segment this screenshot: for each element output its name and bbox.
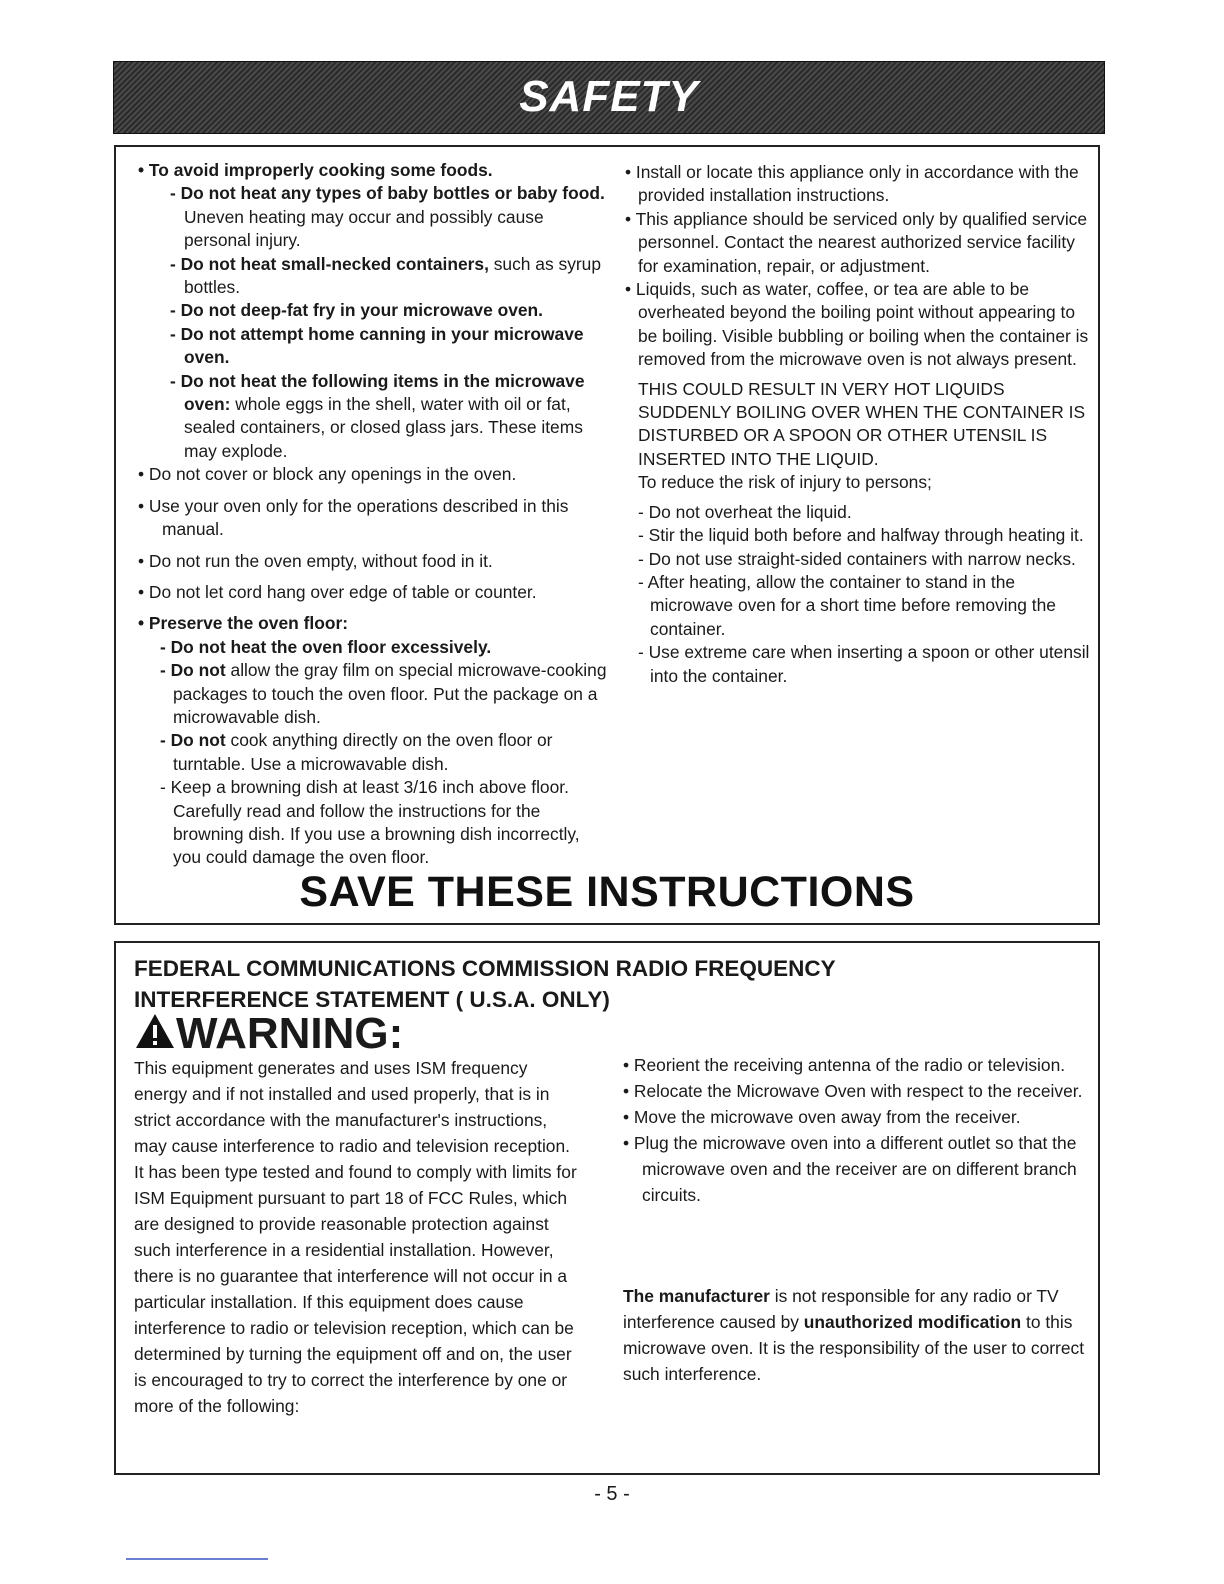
safety-banner — [113, 61, 1105, 134]
list-item — [616, 641, 1096, 688]
list-item-text: - Keep a browning dish at least 3/16 inch above floor. Carefully read and follow the instructions for the browning dish. If you use a browning dish incorrectly, you could damage the oven floor. — [160, 777, 580, 868]
list-item — [616, 278, 1096, 372]
manufacturer-bold: The manufacturer — [623, 1286, 770, 1306]
fcc-bullet-item: • Move the microwave oven away from the receiver. — [623, 1107, 1021, 1127]
list-item — [138, 463, 608, 486]
list-item — [616, 471, 1096, 494]
list-item — [616, 571, 1096, 641]
list-item-bold: • To avoid improperly cooking some foods. — [138, 160, 493, 180]
warning-triangle-icon — [134, 1012, 176, 1050]
list-item-text: • Do not let cord hang over edge of table or counter. — [138, 581, 537, 602]
list-item-text: THIS COULD RESULT IN VERY HOT LIQUIDS SUDDENLY BOILING OVER WHEN THE CONTAINER IS DISTURBED OR A SPOON OR OTHER UTENSIL IS INSERTED INTO THE LIQUID. — [638, 378, 1086, 469]
list-item-text: - Stir the liquid both before and halfway through heating it. — [638, 525, 1084, 546]
list-item-bold: - Do not heat the following items in the microwave oven: — [170, 370, 585, 415]
list-item — [616, 378, 1096, 472]
list-item — [138, 253, 608, 300]
list-item-text: - Use extreme care when inserting a spoon or other utensil into the container. — [638, 642, 1090, 686]
fcc-bullet-item: • Reorient the receiving antenna of the radio or television. — [623, 1055, 1066, 1075]
list-item-text: Uneven heating may occur and possibly cause personal injury. — [184, 206, 544, 251]
fcc-left-paragraph: This equipment generates and uses ISM frequency energy and if not installed and used properly, that is in strict accordance with the manufacturer's instructions, may cause interference to radio and television reception. It has been type tested and found to comply with limits for ISM Equipment pursuant to part 18 of FCC Rules, which are designed to provide reasonable protection against such interference in a residential installation. However, there is no guarantee that interference will not occur in a particular installation. If this equipment does cause interference to radio or television reception, which can be determined by turning the equipment off and on, the user is encouraged to try to correct the interference by one or more of the following: — [134, 1058, 577, 1416]
list-item — [138, 323, 608, 370]
save-instructions-heading: SAVE THESE INSTRUCTIONS — [299, 868, 915, 916]
list-item — [616, 161, 1096, 208]
fcc-bullet-item: • Relocate the Microwave Oven with respect to the receiver. — [623, 1081, 1083, 1101]
fcc-title — [134, 953, 836, 1015]
manufacturer-text-2: to this microwave oven. It is the responsibility of the user to correct such interference. — [623, 1312, 1085, 1384]
banner-title: SAFETY — [519, 72, 699, 121]
list-item — [138, 159, 608, 182]
list-item-bold: - Do not — [160, 730, 226, 751]
fcc-statement-box — [114, 941, 1100, 1475]
list-item-text: • Install or locate this appliance only in accordance with the provided installation instructions. — [625, 162, 1079, 206]
list-item — [138, 636, 608, 659]
list-item-text: • Use your oven only for the operations described in this manual. — [138, 495, 569, 540]
list-item-text: - After heating, allow the container to stand in the microwave oven for a short time before removing the container. — [638, 571, 1056, 639]
list-item-text: • This appliance should be serviced only by qualified service personnel. Contact the nearest authorized service facility for examination, repair, or adjustment. — [625, 208, 1088, 276]
list-item — [138, 776, 608, 870]
list-item — [138, 729, 608, 776]
list-item-text: cook anything directly on the oven floor or turntable. Use a microwavable dish. — [173, 730, 553, 774]
list-item-text: such as syrup bottles. — [184, 253, 602, 298]
fcc-bullet-list — [616, 1052, 1086, 1208]
list-item — [138, 659, 608, 729]
fcc-title-line-2: INTERFERENCE STATEMENT ( U.S.A. ONLY) — [134, 987, 610, 1012]
list-item-text: - Do not use straight-sided containers with narrow necks. — [638, 548, 1076, 569]
list-item — [616, 501, 1096, 524]
list-item-bold: - Do not attempt home canning in your microwave oven. — [170, 323, 584, 368]
safety-instructions-box — [114, 145, 1100, 925]
list-item — [616, 208, 1096, 278]
list-item-bold: - Do not deep-fat fry in your microwave oven. — [170, 300, 543, 321]
fcc-title-line-1: FEDERAL COMMUNICATIONS COMMISSION RADIO FREQUENCY — [134, 956, 836, 981]
manufacturer-text-1: is not responsible for any radio or TV interference caused by — [623, 1286, 1059, 1332]
warning-label: WARNING: — [176, 1009, 404, 1058]
list-item-bold: • Preserve the oven floor: — [138, 613, 349, 634]
list-item — [138, 581, 608, 604]
list-item-text: • Do not run the oven empty, without food in it. — [138, 550, 493, 571]
list-item — [138, 612, 608, 635]
list-item — [616, 524, 1096, 547]
list-item — [138, 370, 608, 464]
list-item-text: To reduce the risk of injury to persons; — [638, 472, 932, 493]
list-item-text: - Do not overheat the liquid. — [638, 501, 852, 522]
safety-right-column — [616, 161, 1096, 688]
unauthorized-modification-bold: unauthorized modification — [803, 1312, 1022, 1332]
footer-rule — [126, 1558, 268, 1560]
list-item — [138, 495, 608, 542]
list-item-bold: - Do not heat small-necked containers, — [170, 253, 489, 274]
manufacturer-disclaimer — [623, 1283, 1093, 1387]
list-item-bold: - Do not heat the oven floor excessively. — [160, 636, 492, 657]
page-number: - 5 - — [594, 1483, 630, 1505]
fcc-bullet-item: • Plug the microwave oven into a different outlet so that the microwave oven and the receiver are on different branch circuits. — [623, 1133, 1077, 1205]
list-item-text: • Do not cover or block any openings in the oven. — [138, 464, 517, 485]
list-item — [616, 548, 1096, 571]
list-item-bold: - Do not — [160, 660, 226, 681]
list-item-text: whole eggs in the shell, water with oil or fat, sealed containers, or closed glass jars. These items may explode. — [184, 394, 583, 461]
list-item-text: • Liquids, such as water, coffee, or tea are able to be overheated beyond the boiling point without appearing to be boiling. Visible bubbling or boiling when the container is removed from the microwave oven is not always present. — [625, 279, 1089, 370]
list-item-bold: - Do not heat any types of baby bottles or baby food. — [170, 183, 605, 204]
list-item-text: allow the gray film on special microwave-cooking packages to touch the oven floor. Put the package on a microwavable dish. — [173, 660, 607, 727]
list-item — [138, 182, 608, 252]
warning-heading — [134, 1009, 403, 1059]
safety-left-column — [138, 159, 608, 870]
list-item — [138, 550, 608, 573]
list-item — [138, 299, 608, 322]
